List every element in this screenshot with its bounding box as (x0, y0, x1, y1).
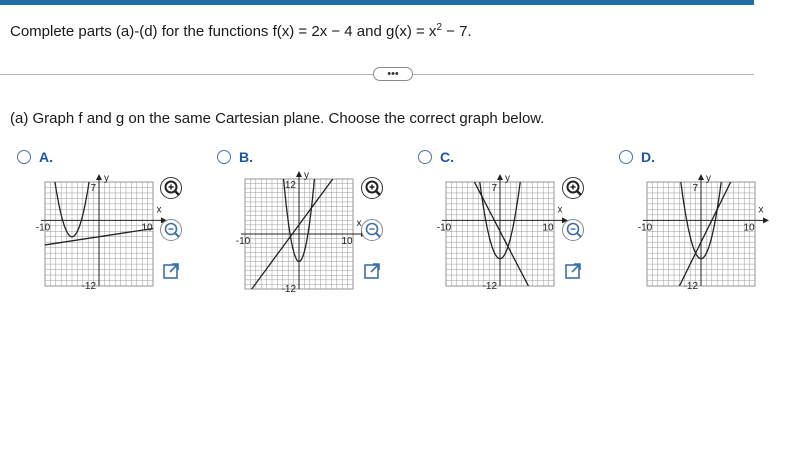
option-b-zoom-in-icon[interactable] (361, 177, 383, 199)
x-max-label: 10 (743, 222, 755, 234)
y-axis-label: y (104, 173, 109, 184)
y-max-label: 7 (90, 183, 96, 194)
y-max-label: 7 (491, 183, 497, 194)
option-b-zoom-out-icon[interactable] (361, 219, 383, 241)
option-d[interactable] (619, 148, 799, 298)
option-d-graph (619, 174, 779, 299)
top-accent-bar (0, 0, 754, 5)
option-a-open-external-icon[interactable] (160, 260, 182, 282)
x-max-label: 10 (341, 236, 353, 247)
option-b-radio[interactable] (217, 150, 231, 164)
option-a-zoom-out-icon[interactable] (160, 219, 182, 241)
y-min-label: -12 (81, 281, 96, 292)
x-axis-label: x (156, 204, 162, 216)
option-c-letter: C. (440, 149, 454, 165)
x-axis-label: x (356, 218, 362, 229)
option-c-open-external-icon[interactable] (562, 260, 584, 282)
part-a-prompt: (a) Graph f and g on the same Cartesian plane. Choose the correct graph below. (10, 110, 545, 127)
option-d-letter: D. (641, 149, 655, 165)
y-min-label: -12 (683, 281, 698, 292)
option-a-radio[interactable] (17, 150, 31, 164)
option-a-graph (17, 174, 177, 299)
x-min-label: -10 (235, 236, 251, 247)
x-min-label: -10 (35, 222, 51, 234)
option-c-zoom-out-icon[interactable] (562, 219, 584, 241)
y-max-label: 7 (692, 183, 698, 194)
x-min-label: -10 (436, 222, 452, 234)
option-a-zoom-in-icon[interactable] (160, 177, 182, 199)
y-axis-label: y (706, 173, 711, 184)
x-max-label: 10 (542, 222, 554, 234)
question-suffix: − 7. (442, 23, 472, 40)
y-axis-label: y (304, 170, 309, 181)
option-b-letter: B. (239, 149, 253, 165)
question-prefix: Complete parts (a)-(d) for the functions f(x) = 2x − 4 and g(x) = x (10, 23, 437, 40)
question-exponent: 2 (436, 22, 442, 33)
option-c-zoom-in-icon[interactable] (562, 177, 584, 199)
y-axis-label: y (505, 173, 510, 184)
option-d-radio[interactable] (619, 150, 633, 164)
option-c-graph (418, 174, 578, 299)
question-text (10, 22, 472, 40)
y-min-label: -12 (482, 281, 497, 292)
option-a-letter: A. (39, 149, 53, 165)
option-c-radio[interactable] (418, 150, 432, 164)
x-axis-label: x (758, 204, 764, 216)
y-max-label: 12 (284, 180, 296, 191)
expand-more-button[interactable]: ••• (373, 67, 413, 81)
x-axis-label: x (557, 204, 563, 216)
y-min-label: -12 (281, 284, 296, 295)
x-max-label: 10 (141, 222, 153, 234)
option-b-open-external-icon[interactable] (361, 260, 383, 282)
option-b-graph (217, 170, 377, 299)
x-min-label: -10 (637, 222, 653, 234)
